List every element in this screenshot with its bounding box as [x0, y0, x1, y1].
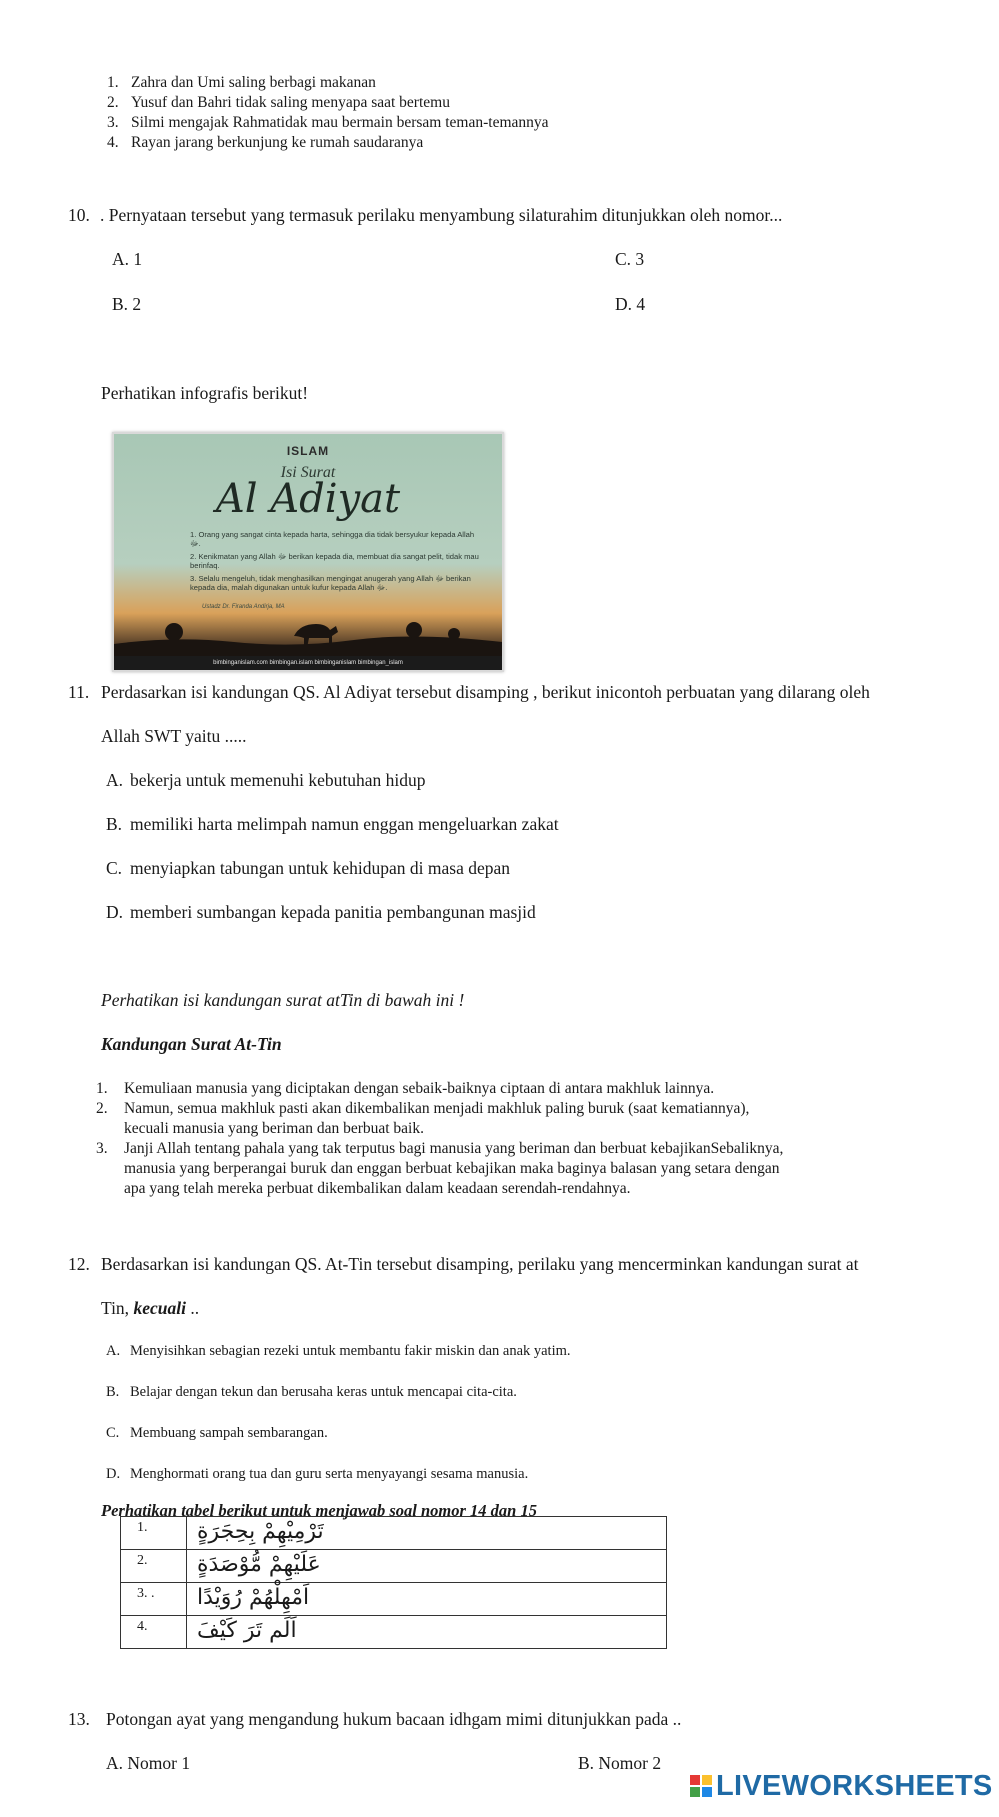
brand-name: LIVEWORKSHEETS [716, 1769, 993, 1802]
emphasis-kecuali: kecuali [133, 1298, 186, 1318]
statement-item: 4. Rayan jarang berkunjung ke rumah saudaranya [107, 134, 424, 151]
option-a[interactable]: A. 1 [112, 249, 143, 269]
option-c[interactable]: C. menyiapkan tabungan untuk kehidupan di masa depan [106, 858, 511, 878]
statement-item: 1. Zahra dan Umi saling berbagi makanan [107, 74, 376, 91]
row-number: 4. [121, 1616, 187, 1649]
option-d[interactable]: D. memberi sumbangan kepada panitia pembangunan masjid [106, 902, 536, 922]
infographic-logo: ISLAM [286, 444, 330, 458]
question-number: 11. [68, 682, 90, 702]
brand-squares-icon [690, 1775, 712, 1797]
ayat-cell: اَمْهِلْهُمْ رُوَيْدًا [187, 1583, 667, 1616]
infographic-author: Ustadz Dr. Firanda Andirja, MA [202, 604, 285, 610]
question-text-cont: Tin, kecuali .. [101, 1298, 200, 1318]
option-c[interactable]: C. 3 [615, 249, 645, 269]
question-text-cont: Allah SWT yaitu ..... [101, 726, 247, 746]
option-b[interactable]: B. 2 [112, 294, 142, 314]
ayat-cell: اَلَم تَرَ كَيْفَ [187, 1616, 667, 1649]
ayat-cell: تَرْمِيْهِمْ بِحِجَرَةٍ [187, 1517, 667, 1550]
option-b[interactable]: B. Belajar dengan tekun dan berusaha keras untuk mencapai cita-cita. [106, 1384, 517, 1400]
question-number: 10. [68, 205, 90, 225]
ayat-cell: عَلَيْهِمْ مُّوْصَدَةٍ [187, 1550, 667, 1583]
attin-item: 1. Kemuliaan manusia yang diciptakan dengan sebaik-baiknya ciptaan di antara makhluk lainnya. [96, 1080, 715, 1097]
infographic-point: 1. Orang yang sangat cinta kepada harta, sehingga dia tidak bersyukur kepada Allah ﷻ. [190, 530, 475, 548]
statement-item: 2. Yusuf dan Bahri tidak saling menyapa saat bertemu [107, 94, 450, 111]
option-d[interactable]: D. 4 [615, 294, 646, 314]
infographic-title: Al Adiyat [215, 476, 401, 522]
question-text: Berdasarkan isi kandungan QS. At-Tin tersebut disamping, perilaku yang mencerminkan kandungan surat at [101, 1254, 859, 1274]
table-row [121, 1550, 667, 1583]
infographic-point: 3. Selalu mengeluh, tidak menghasilkan mengingat anugerah yang Allah ﷻ berikan kepada dia, malah digunakan untuk kufur kepada Allah ﷻ. [190, 574, 471, 592]
ayat-table [120, 1516, 667, 1649]
attin-list [96, 1079, 783, 1199]
option-a[interactable]: A. Nomor 1 [106, 1753, 191, 1773]
statement-list [107, 73, 549, 153]
statement-item: 3. Silmi mengajak Rahmatidak mau bermain bersam teman-temannya [107, 114, 549, 131]
option-c[interactable]: C. Membuang sampah sembarangan. [106, 1425, 328, 1441]
question-text: Perdasarkan isi kandungan QS. Al Adiyat tersebut disamping , berikut inicontoh perbuatan yang dilarang oleh [101, 682, 870, 702]
horse-silhouette [114, 596, 502, 656]
question-text: Potongan ayat yang mengandung hukum bacaan idhgam mimi ditunjukkan pada .. [106, 1709, 682, 1729]
attin-intro: Perhatikan isi kandungan surat atTin di bawah ini ! [101, 990, 465, 1010]
question-number: 13. [68, 1709, 90, 1729]
infographic-footer: bimbinganislam.com bimbingan.islam bimbinganislam bimbingan_islam [114, 656, 502, 670]
infographic-points [190, 530, 480, 596]
table-caption: Perhatikan tabel berikut untuk menjawab soal nomor 14 dan 15 [101, 1501, 537, 1520]
question-number: 12. [68, 1254, 90, 1274]
infographic-point: 2. Kenikmatan yang Allah ﷻ berikan kepada dia, membuat dia sangat pelit, tidak mau berinfaq. [190, 552, 479, 570]
attin-item: 2. Namun, semua makhluk pasti akan dikembalikan menjadi makhluk paling buruk (saat kematiannya), kecuali manusia yang beriman dan berbuat baik. [96, 1100, 750, 1137]
table-row [121, 1583, 667, 1616]
option-a[interactable]: A. Menyisihkan sebagian rezeki untuk membantu fakir miskin dan anak yatim. [106, 1343, 571, 1359]
liveworksheets-logo [690, 1770, 993, 1802]
row-number: 1. [121, 1517, 187, 1550]
infographic-image [112, 432, 504, 672]
option-a[interactable]: A. bekerja untuk memenuhi kebutuhan hidup [106, 770, 426, 790]
row-number: 2. [121, 1550, 187, 1583]
attin-item: 3. Janji Allah tentang pahala yang tak terputus bagi manusia yang beriman dan berbuat kebajikanSebaliknya, manusia yang berperangai buruk dan enggan berbuat kebajikan maka baginya balasan yang setara dengan apa yang telah mereka perbuat dikembalikan dalam keadaan serendah-rendahnya. [96, 1140, 784, 1197]
infographic-intro: Perhatikan infografis berikut! [101, 383, 309, 403]
attin-title: Kandungan Surat At-Tin [101, 1034, 282, 1054]
option-d[interactable]: D. Menghormati orang tua dan guru serta menyayangi sesama manusia. [106, 1466, 529, 1482]
option-b[interactable]: B. Nomor 2 [578, 1753, 662, 1773]
table-row [121, 1517, 667, 1550]
infographic-subtitle: Isi Surat [280, 464, 336, 481]
table-row [121, 1616, 667, 1649]
question-text: . Pernyataan tersebut yang termasuk perilaku menyambung silaturahim ditunjukkan oleh nomor... [100, 205, 783, 225]
row-number: 3. . [121, 1583, 187, 1616]
option-b[interactable]: B. memiliki harta melimpah namun enggan mengeluarkan zakat [106, 814, 559, 834]
